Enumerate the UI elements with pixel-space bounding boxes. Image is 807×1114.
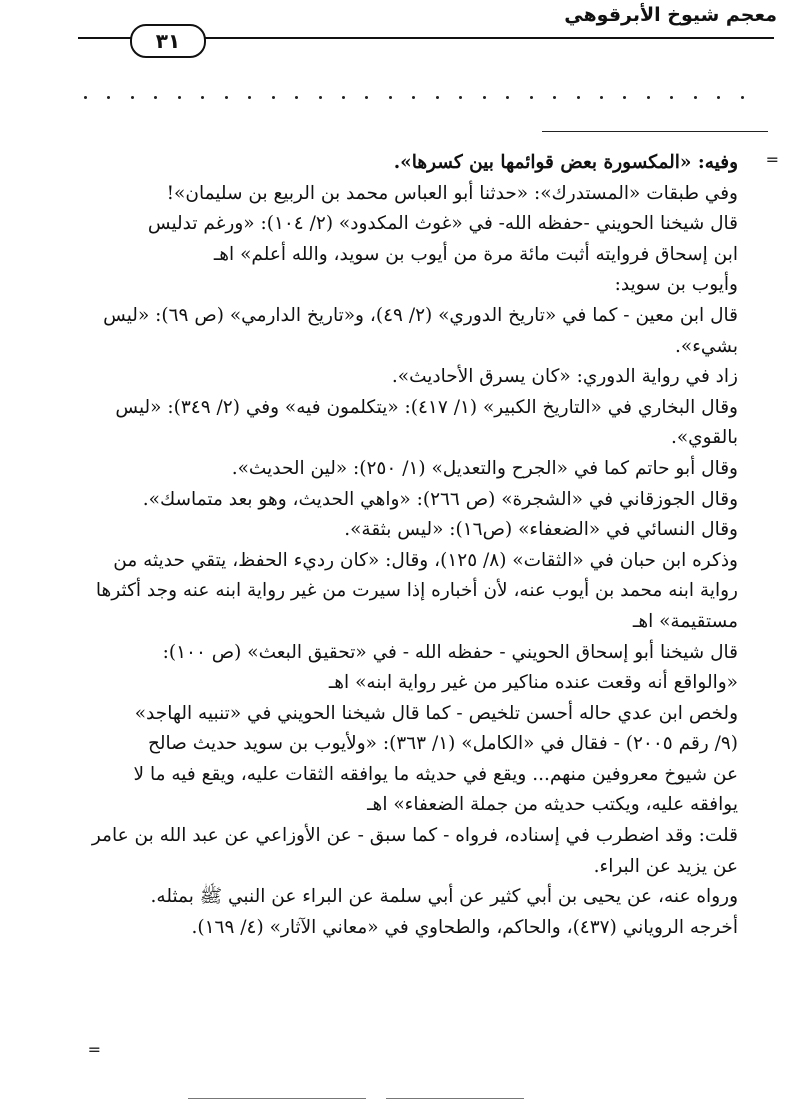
text-line: بالقوي». (670, 427, 738, 449)
separator-dot (553, 96, 556, 99)
separator-dot (131, 96, 134, 99)
text-line: وفيه: «المكسورة بعض قوائمها بين كسرها». (393, 152, 738, 173)
section-rule (542, 131, 768, 132)
text-line: (٩/ رقم ٢٠٠٥) - فقال في «الكامل» (١/ ٣٦٣): «ولأيوب بن سويد حديث صالح (147, 733, 738, 755)
separator-dot (225, 96, 228, 99)
text-line: قلت: وقد اضطرب في إسناده، فرواه - كما سبق - عن الأوزاعي عن عبد الله بن عامر (91, 825, 738, 847)
separator-dot (717, 96, 720, 99)
text-line: قال شيخنا الحويني -حفظه الله- في «غوث المكدود» (٢/ ١٠٤): «ورغم تدليس (147, 213, 738, 235)
separator-dot (154, 96, 157, 99)
separator-dot (178, 96, 181, 99)
text-line: وقال أبو حاتم كما في «الجرح والتعديل» (١/ ٢٥٠): «لين الحديث». (231, 457, 738, 479)
separator-dot (319, 96, 322, 99)
text-line: ورواه عنه، عن يحيى بن أبي كثير عن أبي سلمة عن البراء عن النبي ﷺ بمثله. (150, 886, 738, 908)
separator-dot (272, 96, 275, 99)
text-line: وذكره ابن حبان في «الثقات» (٨/ ١٢٥)، وقال: «كان رديء الحفظ، يتقي حديثه من (113, 549, 738, 571)
separator-dot (84, 96, 87, 99)
text-line: وقال النسائي في «الضعفاء» (ص١٦): «ليس بثقة». (344, 519, 738, 541)
separator-dot (365, 96, 368, 99)
separator-dot (389, 96, 392, 99)
separator-dot (107, 96, 110, 99)
text-line: عن شيوخ معروفين منهم... ويقع في حديثه ما يوافقه الثقات عليه، ويقع فيه ما لا (133, 763, 738, 785)
footer-rule (386, 1098, 524, 1099)
text-line: وقال الجوزقاني في «الشجرة» (ص ٢٦٦): «واهي الحديث، وهو بعد متماسك». (142, 488, 738, 510)
separator-dot (741, 96, 744, 99)
text-line: بشيء». (675, 335, 738, 357)
continuation-marker-bottom: = (87, 1040, 101, 1059)
footer-rule (188, 1098, 366, 1099)
text-line: وفي طبقات «المستدرك»: «حدثنا أبو العباس محمد بن الربيع بن سليمان»! (166, 182, 738, 204)
separator-dot (600, 96, 603, 99)
book-title: معجم شيوخ الأبرقوهي (564, 4, 777, 26)
text-line: قال شيخنا أبو إسحاق الحويني - حفظه الله - في «تحقيق البعث» (ص ١٠٠): (162, 641, 738, 663)
separator-dot (436, 96, 439, 99)
text-line: قال ابن معين - كما في «تاريخ الدوري» (٢/ ٤٩)، و«تاريخ الدارمي» (ص ٦٩): «ليس (103, 304, 738, 326)
separator-dot (647, 96, 650, 99)
separator-dot (506, 96, 509, 99)
separator-dot (483, 96, 486, 99)
separator-dot (342, 96, 345, 99)
separator-dot (623, 96, 626, 99)
text-line: وقال البخاري في «التاريخ الكبير» (١/ ٤١٧): «يتكلمون فيه» وفي (٢/ ٣٤٩): «ليس (115, 396, 738, 418)
footer-rules (0, 1098, 807, 1104)
separator-dot (248, 96, 251, 99)
separator-dot (670, 96, 673, 99)
text-line: أخرجه الروياني (٤٣٧)، والحاكم، والطحاوي في «معاني الآثار» (٤/ ١٦٩). (191, 916, 738, 938)
text-line: رواية ابنه محمد بن أيوب عنه، لأن أخباره إذا سيرت من غير رواية ابنه عنه وجد أكثرها (95, 580, 738, 602)
separator-dot (694, 96, 697, 99)
text-line: وأيوب بن سويد: (614, 274, 738, 296)
page-header (0, 0, 807, 60)
separator-dot (201, 96, 204, 99)
text-line: ولخص ابن عدي حاله أحسن تلخيص - كما قال شيخنا الحويني في «تنبيه الهاجد» (134, 702, 738, 724)
text-line: زاد في رواية الدوري: «كان يسرق الأحاديث». (391, 366, 738, 388)
page-body (82, 148, 738, 943)
dotted-separator (84, 96, 744, 99)
text-line: مستقيمة» اهـ (632, 610, 738, 632)
text-line: «والواقع أنه وقعت عنده مناكير من غير رواية ابنه» اهـ (328, 672, 738, 694)
separator-dot (295, 96, 298, 99)
separator-dot (577, 96, 580, 99)
text-line: ابن إسحاق فروايته أثبت مائة مرة من أيوب بن سويد، والله أعلم» اهـ (213, 243, 738, 265)
continuation-marker-top: = (765, 150, 779, 169)
separator-dot (459, 96, 462, 99)
separator-dot (530, 96, 533, 99)
text-line: عن يزيد عن البراء. (593, 855, 738, 877)
separator-dot (412, 96, 415, 99)
text-line: يوافقه عليه، ويكتب حديثه من جملة الضعفاء» اهـ (367, 794, 738, 816)
page-number-badge: ٣١ (130, 24, 206, 58)
